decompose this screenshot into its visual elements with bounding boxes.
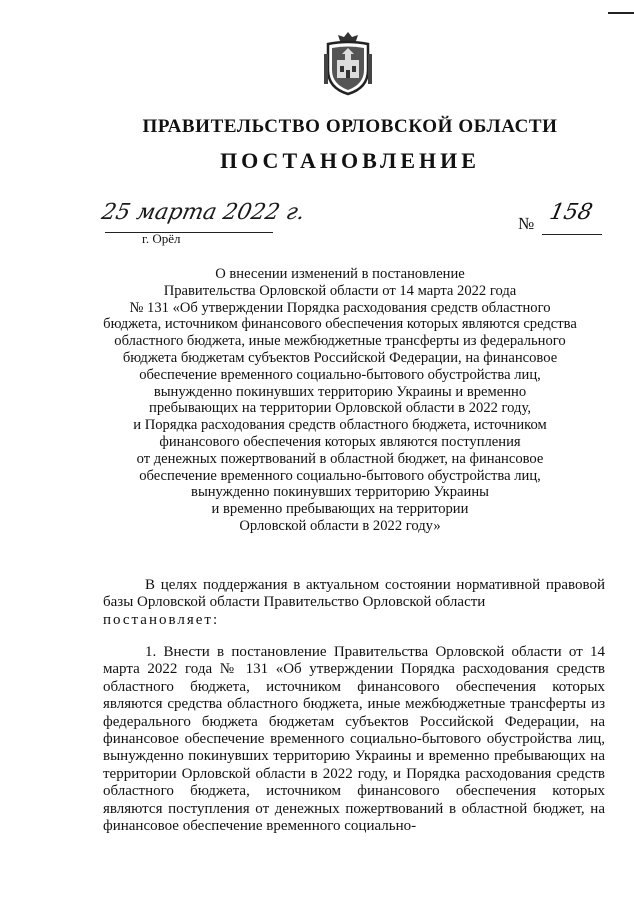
number-label: №	[518, 214, 535, 233]
subject-line: областного бюджета, иные межбюджетные трансферты из федерального	[114, 333, 566, 350]
subject-line: О внесении изменений в постановление	[215, 266, 465, 282]
subject-line: обеспечение временного социально-бытового обустройства лиц,	[139, 366, 541, 383]
city-label: г. Орёл	[142, 231, 181, 246]
government-title: ПРАВИТЕЛЬСТВО ОРЛОВСКОЙ ОБЛАСТИ	[142, 116, 558, 137]
subject-line: вынужденно покинувших территорию Украины	[191, 484, 489, 501]
subject-line: обеспечение временного социально-бытового обустройства лиц,	[139, 467, 541, 484]
subject-line: бюджета, источником финансового обеспечения которых являются средства	[103, 316, 577, 333]
document-subject	[90, 266, 590, 535]
subject-line: от денежных пожертвований в областной бюджет, на финансовое	[136, 450, 544, 467]
coat-of-arms-icon	[322, 30, 374, 96]
handwritten-date: 25 марта 2022 г.	[99, 200, 308, 225]
subject-line: финансового обеспечения которых являются поступления	[159, 433, 521, 450]
subject-line: Орловской области в 2022 году»	[239, 517, 441, 534]
subject-line: и временно пребывающих на территории	[211, 501, 469, 518]
paragraph-1: 1. Внести в постановление Правительства Орловской области от 14 марта 2022 года № 131 «Об утверждении Порядка расходования средств областного бюджета, источником финансового обеспечения которых являются средства областного бюджета, иные межбюджетные трансферты из федерального бюджета бюджетам субъектов Российской Федерации, на финансовое обеспечение временного социально-бытового обустройства лиц, вынужденно покинувших территорию Украины и временно пребывающих на территории Орловской области в 2022 году, и Порядка расходования средств областного бюджета, источником финансового обеспечения которых являются поступления от денежных пожертвований в областной бюджет, на финансовое обеспечение временного социально-	[103, 644, 605, 835]
preamble-text: В целях поддержания в актуальном состоянии нормативной правовой базы Орловской области Правительство Орловской области	[103, 577, 605, 611]
subject-line: № 131 «Об утверждении Порядка расходования средств областного	[129, 299, 551, 316]
subject-line: Правительства Орловской области от 14 марта 2022 года	[163, 282, 517, 299]
subject-line: пребывающих на территории Орловской области в 2022 году,	[149, 400, 531, 417]
document-type: ПОСТАНОВЛЕНИЕ	[220, 148, 480, 173]
subject-line: бюджета бюджетам субъектов Российской Федерации, на финансовое	[122, 349, 558, 366]
handwritten-number: 158	[547, 200, 595, 225]
subject-line: вынужденно покинувших территорию Украины и временно	[153, 383, 527, 400]
resolves-word: постановляет:	[103, 611, 220, 628]
corner-mark	[608, 0, 634, 14]
subject-line: и Порядка расходования средств областного бюджета, источником	[133, 417, 547, 434]
preamble-paragraph	[103, 577, 605, 629]
